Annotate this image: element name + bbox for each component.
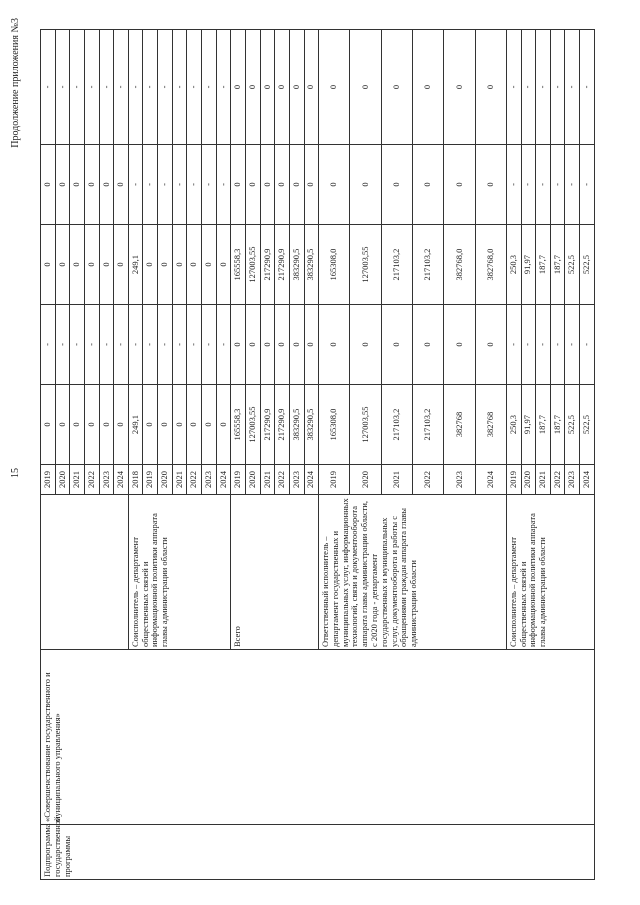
cell-local: 0 <box>381 145 412 225</box>
cell-regional: 0 <box>158 225 173 305</box>
cell-local: - <box>580 145 595 225</box>
cell-year: 2020 <box>158 465 173 495</box>
cell-local: 0 <box>350 145 381 225</box>
cell-regional: 0 <box>114 225 129 305</box>
cell-total: 522,5 <box>565 385 580 465</box>
cell-federal: - <box>99 305 114 385</box>
cell-year: 2022 <box>187 465 202 495</box>
cell-extra: 0 <box>304 30 319 145</box>
table-row <box>41 30 56 880</box>
cell-extra: - <box>187 30 202 145</box>
cell-extra: - <box>536 30 551 145</box>
subprogram-name: «Совершенствование государственного и муниципального управления» <box>41 650 595 825</box>
cell-federal: - <box>216 305 231 385</box>
cell-total: 165308,0 <box>319 385 350 465</box>
cell-extra: - <box>172 30 187 145</box>
cell-year: 2022 <box>413 465 444 495</box>
cell-regional: 0 <box>99 225 114 305</box>
cell-total: 383290,5 <box>304 385 319 465</box>
cell-extra: 0 <box>260 30 275 145</box>
cell-regional: 0 <box>41 225 56 305</box>
cell-local: 0 <box>70 145 85 225</box>
cell-extra: - <box>143 30 158 145</box>
cell-regional: 382768,0 <box>444 225 475 305</box>
cell-federal: 0 <box>304 305 319 385</box>
cell-extra: 0 <box>319 30 350 145</box>
cell-total: 0 <box>55 385 70 465</box>
cell-federal: - <box>158 305 173 385</box>
cell-regional: 0 <box>70 225 85 305</box>
cell-federal: - <box>114 305 129 385</box>
cell-federal: 0 <box>319 305 350 385</box>
cell-total: 522,5 <box>580 385 595 465</box>
cell-federal: 0 <box>245 305 260 385</box>
cell-regional: 217290,9 <box>260 225 275 305</box>
cell-regional: 127003,55 <box>350 225 381 305</box>
cell-total: 382768 <box>475 385 506 465</box>
cell-extra: - <box>158 30 173 145</box>
cell-regional: 249,1 <box>128 225 143 305</box>
cell-local: - <box>143 145 158 225</box>
cell-extra: 0 <box>475 30 506 145</box>
cell-local: 0 <box>319 145 350 225</box>
cell-local: 0 <box>260 145 275 225</box>
cell-regional: 217290,9 <box>275 225 290 305</box>
cell-extra: 0 <box>231 30 246 145</box>
cell-total: 0 <box>216 385 231 465</box>
cell-federal: 0 <box>444 305 475 385</box>
cell-federal: 0 <box>350 305 381 385</box>
cell-local: - <box>506 145 521 225</box>
cell-regional: 165308,0 <box>319 225 350 305</box>
cell-year: 2019 <box>231 465 246 495</box>
cell-federal: - <box>506 305 521 385</box>
cell-year: 2024 <box>304 465 319 495</box>
cell-local: 0 <box>245 145 260 225</box>
cell-federal: - <box>55 305 70 385</box>
cell-local: 0 <box>413 145 444 225</box>
cell-federal: 0 <box>289 305 304 385</box>
cell-local: 0 <box>99 145 114 225</box>
cell-regional: 0 <box>187 225 202 305</box>
cell-local: 0 <box>231 145 246 225</box>
cell-year: 2020 <box>521 465 536 495</box>
cell-total: 0 <box>84 385 99 465</box>
cell-total: 187,7 <box>536 385 551 465</box>
cell-total: 0 <box>41 385 56 465</box>
cell-year: 2020 <box>350 465 381 495</box>
cell-federal: - <box>172 305 187 385</box>
cell-federal: - <box>536 305 551 385</box>
cell-year: 2023 <box>202 465 217 495</box>
cell-year: 2019 <box>143 465 158 495</box>
cell-extra: 0 <box>245 30 260 145</box>
cell-year: 2021 <box>172 465 187 495</box>
cell-total: 165558,3 <box>231 385 246 465</box>
cell-total: 0 <box>114 385 129 465</box>
cell-total: 217290,9 <box>260 385 275 465</box>
cell-year: 2024 <box>475 465 506 495</box>
cell-local: - <box>187 145 202 225</box>
cell-local: 0 <box>289 145 304 225</box>
cell-year: 2019 <box>319 465 350 495</box>
cell-federal: - <box>187 305 202 385</box>
cell-total: 250,3 <box>506 385 521 465</box>
cell-extra: 0 <box>413 30 444 145</box>
cell-regional: 0 <box>202 225 217 305</box>
cell-regional: 217103,2 <box>381 225 412 305</box>
cell-federal: - <box>41 305 56 385</box>
cell-year: 2021 <box>536 465 551 495</box>
cell-total: 0 <box>202 385 217 465</box>
cell-year: 2024 <box>216 465 231 495</box>
cell-extra: 0 <box>381 30 412 145</box>
cell-year: 2020 <box>245 465 260 495</box>
cell-year: 2023 <box>289 465 304 495</box>
cell-total: 0 <box>70 385 85 465</box>
cell-extra: - <box>55 30 70 145</box>
cell-total: 0 <box>187 385 202 465</box>
cell-extra: 0 <box>289 30 304 145</box>
cell-regional: 522,5 <box>565 225 580 305</box>
cell-local: - <box>172 145 187 225</box>
cell-extra: - <box>99 30 114 145</box>
cell-local: - <box>128 145 143 225</box>
cell-regional: 0 <box>84 225 99 305</box>
cell-extra: - <box>550 30 565 145</box>
cell-regional: 0 <box>55 225 70 305</box>
cell-federal: - <box>143 305 158 385</box>
cell-year: 2018 <box>128 465 143 495</box>
cell-total: 217103,2 <box>413 385 444 465</box>
total-label: Всего <box>231 495 319 650</box>
cell-extra: - <box>84 30 99 145</box>
cell-local: 0 <box>275 145 290 225</box>
cell-extra: - <box>70 30 85 145</box>
cell-local: 0 <box>55 145 70 225</box>
cell-year: 2022 <box>275 465 290 495</box>
cell-regional: 187,7 <box>550 225 565 305</box>
cell-extra: - <box>114 30 129 145</box>
cell-federal: - <box>128 305 143 385</box>
cell-local: 0 <box>114 145 129 225</box>
cell-year: 2022 <box>84 465 99 495</box>
cell-regional: 382768,0 <box>475 225 506 305</box>
cell-extra: - <box>580 30 595 145</box>
cell-extra: - <box>202 30 217 145</box>
cell-total: 383290,5 <box>289 385 304 465</box>
empty-cell <box>41 495 129 650</box>
cell-regional: 217103,2 <box>413 225 444 305</box>
cell-regional: 383290,5 <box>289 225 304 305</box>
cell-year: 2024 <box>114 465 129 495</box>
cell-regional: 165558,3 <box>231 225 246 305</box>
cell-federal: - <box>550 305 565 385</box>
coexecutor-top-label: Соисполнитель – департамент общественных связей и информационной политики аппарата главы администрации области <box>128 495 230 650</box>
cell-extra: 0 <box>350 30 381 145</box>
cell-local: - <box>536 145 551 225</box>
cell-regional: 0 <box>172 225 187 305</box>
cell-federal: 0 <box>475 305 506 385</box>
cell-regional: 250,3 <box>506 225 521 305</box>
cell-local: - <box>216 145 231 225</box>
cell-year: 2021 <box>70 465 85 495</box>
cell-regional: 91,97 <box>521 225 536 305</box>
cell-federal: - <box>70 305 85 385</box>
cell-federal: 0 <box>231 305 246 385</box>
cell-federal: - <box>565 305 580 385</box>
cell-regional: 522,5 <box>580 225 595 305</box>
cell-federal: - <box>84 305 99 385</box>
budget-table <box>40 29 595 880</box>
cell-total: 382768 <box>444 385 475 465</box>
cell-total: 249,1 <box>128 385 143 465</box>
cell-federal: 0 <box>260 305 275 385</box>
cell-year: 2021 <box>381 465 412 495</box>
cell-local: - <box>550 145 565 225</box>
cell-federal: 0 <box>275 305 290 385</box>
cell-year: 2024 <box>580 465 595 495</box>
cell-extra: - <box>565 30 580 145</box>
cell-year: 2023 <box>565 465 580 495</box>
cell-local: - <box>565 145 580 225</box>
cell-local: 0 <box>304 145 319 225</box>
cell-extra: 0 <box>444 30 475 145</box>
cell-total: 0 <box>172 385 187 465</box>
cell-local: 0 <box>444 145 475 225</box>
coexecutor-bottom-label: Соисполнитель – департамент общественных связей и информационной политики аппарата главы администрации области <box>506 495 594 650</box>
cell-regional: 187,7 <box>536 225 551 305</box>
subprogram-label: Подпрограмма государственной программы <box>41 825 595 880</box>
cell-extra: 0 <box>275 30 290 145</box>
cell-year: 2022 <box>550 465 565 495</box>
cell-extra: - <box>216 30 231 145</box>
cell-year: 2023 <box>99 465 114 495</box>
cell-local: 0 <box>41 145 56 225</box>
cell-federal: 0 <box>413 305 444 385</box>
continuation-title: Продолжение приложения №3 <box>10 18 21 148</box>
cell-extra: - <box>128 30 143 145</box>
cell-year: 2019 <box>506 465 521 495</box>
cell-extra: - <box>521 30 536 145</box>
cell-regional: 0 <box>143 225 158 305</box>
cell-local: - <box>202 145 217 225</box>
cell-local: 0 <box>475 145 506 225</box>
cell-regional: 127003,55 <box>245 225 260 305</box>
cell-total: 91,97 <box>521 385 536 465</box>
cell-federal: - <box>202 305 217 385</box>
cell-year: 2020 <box>55 465 70 495</box>
cell-total: 0 <box>99 385 114 465</box>
cell-federal: - <box>580 305 595 385</box>
cell-extra: - <box>506 30 521 145</box>
responsible-executor-label: Ответственный исполнитель – департамент государственных и муниципальных услуг, информационных технологий, связи и документооборота аппарата главы администрации области, с 2020 года - департамент государственных и муниципальных услуг, документооборота и работы с обращениями граждан аппарата главы администрации области <box>319 495 507 650</box>
cell-total: 127003,55 <box>245 385 260 465</box>
cell-regional: 0 <box>216 225 231 305</box>
cell-total: 127003,55 <box>350 385 381 465</box>
cell-total: 217103,2 <box>381 385 412 465</box>
cell-local: 0 <box>84 145 99 225</box>
cell-regional: 383290,5 <box>304 225 319 305</box>
cell-year: 2019 <box>41 465 56 495</box>
cell-extra: - <box>41 30 56 145</box>
cell-local: - <box>521 145 536 225</box>
cell-year: 2021 <box>260 465 275 495</box>
cell-total: 0 <box>158 385 173 465</box>
page-number: 15 <box>10 468 21 478</box>
cell-year: 2023 <box>444 465 475 495</box>
cell-total: 187,7 <box>550 385 565 465</box>
cell-federal: - <box>521 305 536 385</box>
cell-local: - <box>158 145 173 225</box>
cell-federal: 0 <box>381 305 412 385</box>
cell-total: 217290,9 <box>275 385 290 465</box>
cell-total: 0 <box>143 385 158 465</box>
